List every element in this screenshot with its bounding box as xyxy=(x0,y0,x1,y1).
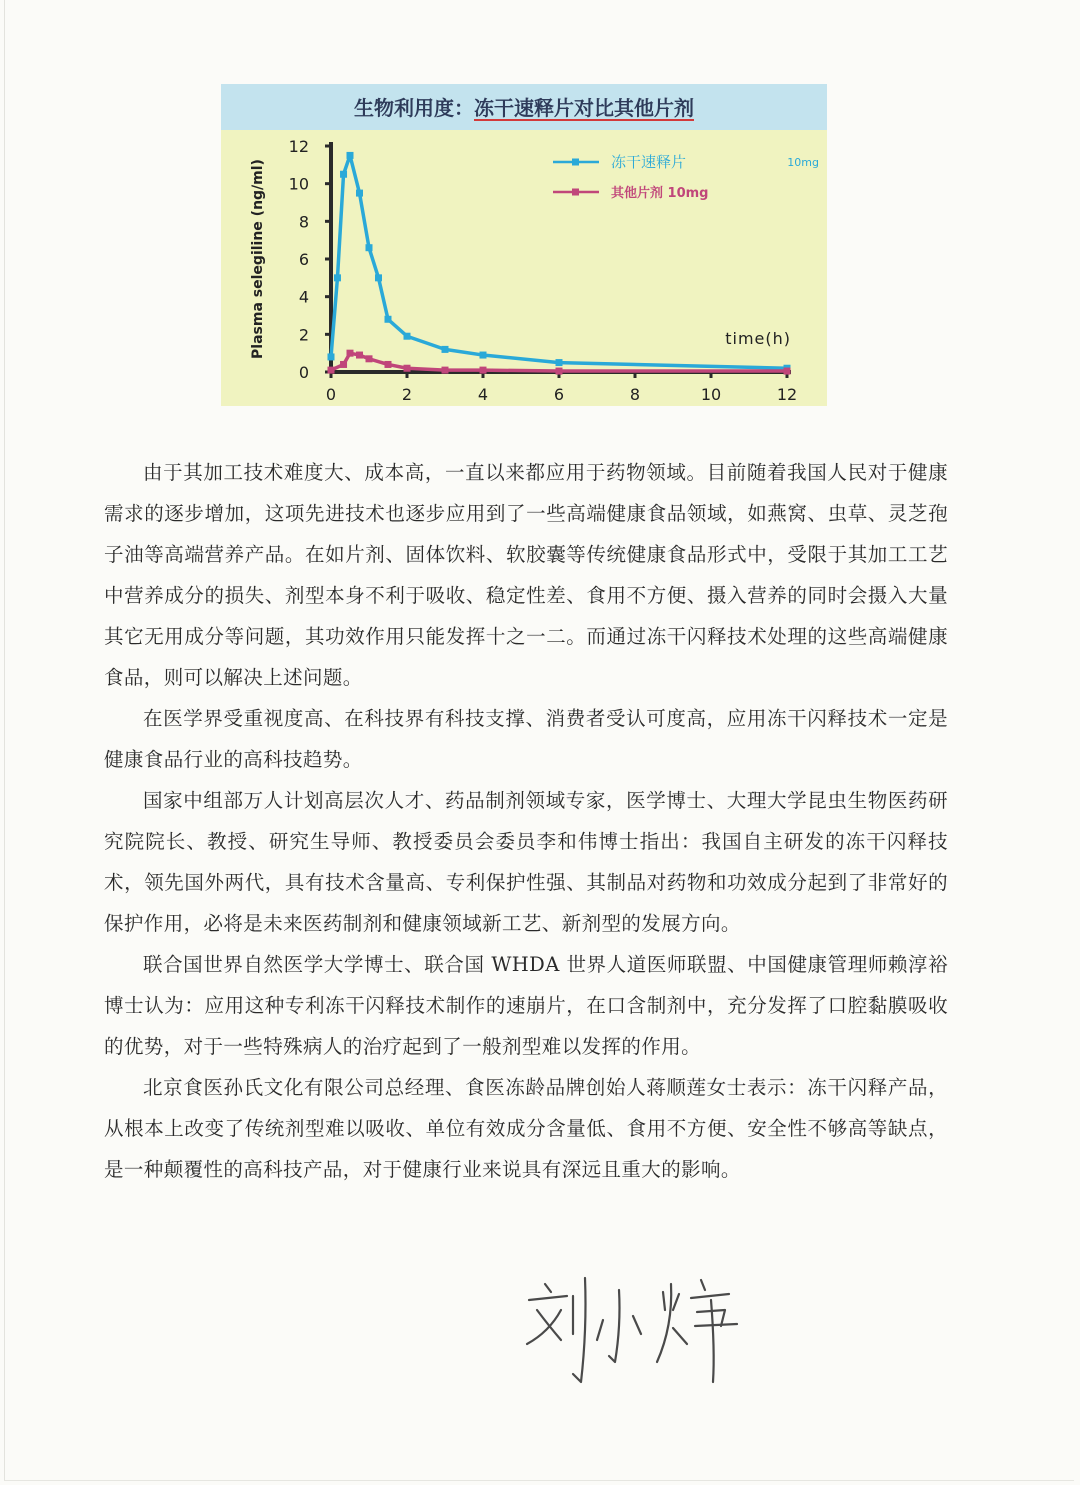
data-point-series-1 xyxy=(356,190,363,197)
data-point-series-1 xyxy=(340,171,347,178)
data-point-series-2 xyxy=(404,365,411,372)
data-point-series-1 xyxy=(442,346,449,353)
y-tick-label: 2 xyxy=(298,325,309,345)
x-tick-label: 2 xyxy=(401,385,413,404)
data-point-series-1 xyxy=(375,274,382,281)
y-tick-label: 10 xyxy=(288,174,309,194)
data-point-series-1 xyxy=(480,352,487,359)
handwritten-signature xyxy=(515,1270,745,1390)
y-tick-label: 12 xyxy=(288,137,309,156)
data-point-series-1 xyxy=(328,353,335,360)
data-point-series-1 xyxy=(556,359,563,366)
legend-label-2: 其他片剂 10mg xyxy=(611,186,709,201)
paragraph: 由于其加工技术难度大、成本高，一直以来都应用于药物领域。目前随着我国人民对于健康需求的逐步增加，这项先进技术也逐步应用到了一些高端健康食品领域，如燕窝、虫草、灵芝孢子油等高端营养产品。在如片剂、固体饮料、软胶囊等传统健康食品形式中，受限于其加工工艺中营养成分的损失、剂型本身不利于吸收、稳定性差、食用不方便、摄入营养的同时会摄入大量其它无用成分等问题，其功效作用只能发挥十之一二。而通过冻干闪释技术处理的这些高端健康食品，则可以解决上述问题。 xyxy=(104,461,948,689)
y-tick-label: 8 xyxy=(298,212,309,232)
data-point-series-1 xyxy=(404,333,411,340)
data-point-series-1 xyxy=(347,152,354,159)
data-point-series-1 xyxy=(334,274,341,281)
paragraph: 联合国世界自然医学大学博士、联合国 WHDA 世界人道医师联盟、中国健康管理师赖淳裕博士认为：应用这种专利冻干闪释技术制作的速崩片，在口含制剂中，充分发挥了口腔黏膜吸收的优势，对于一些特殊病人的治疗起到了一般剂型难以发挥的作用。 xyxy=(104,953,948,1058)
bioavailability-chart xyxy=(221,84,827,406)
y-tick-label: 4 xyxy=(298,287,309,307)
data-point-series-2 xyxy=(784,368,791,375)
data-point-series-2 xyxy=(340,361,347,368)
series-line-1 xyxy=(331,155,787,368)
y-tick-label: 6 xyxy=(298,250,309,269)
data-point-series-2 xyxy=(480,367,487,374)
paragraph: 在医学界受重视度高、在科技界有科技支撑、消费者受认可度高，应用冻干闪释技术一定是健康食品行业的高科技趋势。 xyxy=(104,707,948,771)
x-tick-label: 10 xyxy=(700,385,722,404)
x-tick-label: 12 xyxy=(776,385,798,404)
x-tick-label: 8 xyxy=(629,385,641,404)
chart-title-main: 生物利用度： xyxy=(354,96,474,120)
legend-marker-2 xyxy=(572,189,579,196)
article-body xyxy=(104,452,948,1190)
data-point-series-2 xyxy=(385,361,392,368)
paragraph: 国家中组部万人计划高层次人才、药品制剂领域专家，医学博士、大理大学昆虫生物医药研究院院长、教授、研究生导师、教授委员会委员李和伟博士指出：我国自主研发的冻干闪释技术，领先国外两代，具有技术含量高、专利保护性强、其制品对药物和功效成分起到了非常好的保护作用，必将是未来医药制剂和健康领域新工艺、新剂型的发展方向。 xyxy=(104,789,948,935)
data-point-series-2 xyxy=(356,352,363,359)
data-point-series-1 xyxy=(385,316,392,323)
data-point-series-2 xyxy=(328,367,335,374)
data-point-series-1 xyxy=(366,244,373,251)
data-point-series-2 xyxy=(347,350,354,357)
data-point-series-2 xyxy=(366,355,373,362)
x-tick-label: 6 xyxy=(553,385,565,404)
data-point-series-2 xyxy=(556,368,563,375)
x-axis-label: time(h) xyxy=(725,329,791,348)
legend-marker-1 xyxy=(572,159,579,166)
y-tick-label: 0 xyxy=(298,363,309,382)
y-axis-label: Plasma selegiline (ng/ml) xyxy=(250,159,266,359)
data-point-series-2 xyxy=(442,367,449,374)
chart-title-sub: 冻干速释片对比其他片剂 xyxy=(474,96,694,120)
legend-label-1: 冻干速释片 xyxy=(611,153,687,171)
x-tick-label: 0 xyxy=(325,385,337,404)
x-tick-label: 4 xyxy=(477,385,489,404)
legend-dose-1: 10mg xyxy=(787,156,819,169)
paragraph: 北京食医孙氏文化有限公司总经理、食医冻龄品牌创始人蒋顺莲女士表示：冻干闪释产品，从根本上改变了传统剂型难以吸收、单位有效成分含量低、食用不方便、安全性不够高等缺点，是一种颠覆性的高科技产品，对于健康行业来说具有深远且重大的影响。 xyxy=(104,1076,948,1181)
chart-plot xyxy=(221,84,827,406)
